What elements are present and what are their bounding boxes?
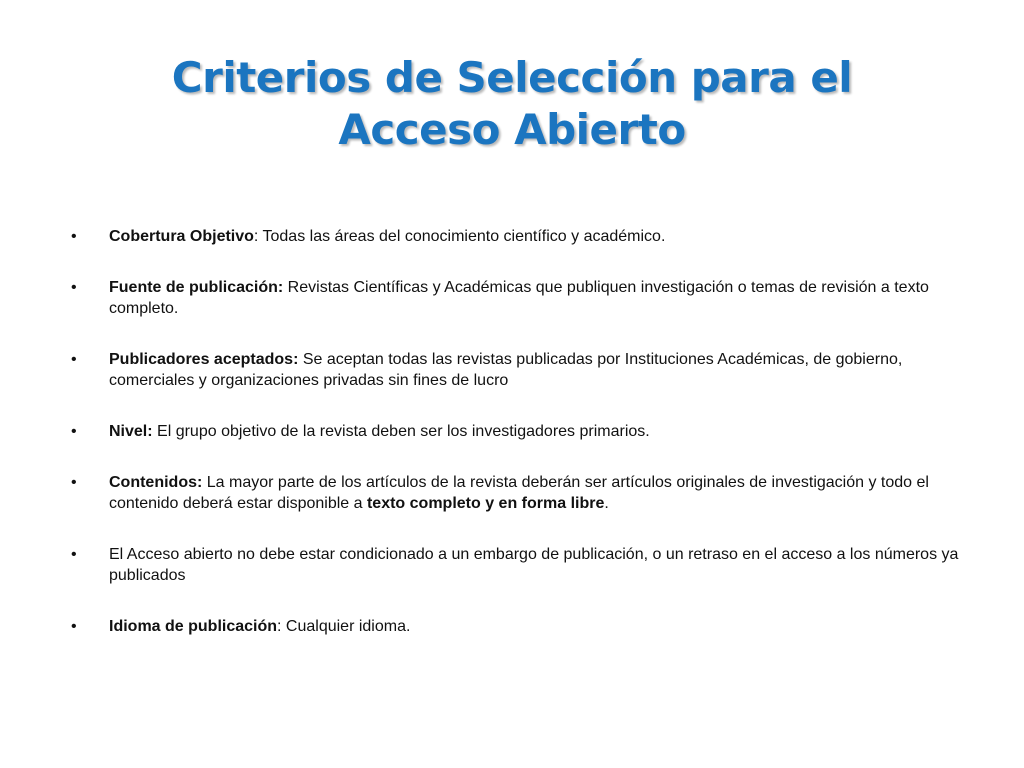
bullet-icon: • (71, 618, 77, 635)
bullet-icon: • (71, 279, 77, 296)
bullet-label: Publicadores aceptados: (109, 351, 299, 368)
bullet-item-fuente (70, 277, 970, 319)
bullet-item-publicadores (70, 349, 970, 391)
bullet-icon: • (71, 546, 77, 563)
bullet-label: Contenidos: (109, 474, 203, 491)
bullet-label: Cobertura Objetivo (109, 228, 254, 245)
bullet-item-acceso (70, 544, 970, 586)
bullet-text: Se aceptan todas las revistas publicadas por Instituciones Académicas, de gobierno, comerciales y organizaciones privadas sin fines de lucro (109, 351, 903, 389)
bullet-icon: • (71, 423, 77, 440)
bullet-item-nivel (70, 421, 970, 442)
bullet-text: Revistas Científicas y Académicas que publiquen investigación o temas de revisión a texto completo. (109, 279, 929, 317)
slide-title (0, 52, 1024, 156)
bullet-tail: . (604, 495, 609, 512)
slide-title-line-2: Acceso Abierto (338, 105, 686, 155)
bullet-text: La mayor parte de los artículos de la revista deberán ser artículos originales de investigación y todo el contenido deberá estar disponible a (109, 474, 929, 512)
bullet-icon: • (71, 228, 77, 245)
bullet-list (70, 226, 970, 667)
bullet-text: : Todas las áreas del conocimiento científico y académico. (253, 228, 666, 245)
slide-title-line-1: Criterios de Selección para el (171, 53, 853, 103)
bullet-icon: • (71, 474, 77, 491)
bullet-label: Nivel: (109, 423, 153, 440)
bullet-item-idioma (70, 616, 970, 637)
bullet-text: El Acceso abierto no debe estar condicionado a un embargo de publicación, o un retraso en el acceso a los números ya publicados (109, 546, 959, 584)
bullet-icon: • (71, 351, 77, 368)
bullet-item-contenidos (70, 472, 970, 514)
bullet-emphasis: texto completo y en forma libre (366, 495, 605, 512)
bullet-text: El grupo objetivo de la revista deben ser los investigadores primarios. (152, 423, 650, 440)
bullet-label: Idioma de publicación (109, 618, 278, 635)
bullet-label: Fuente de publicación: (109, 279, 284, 296)
bullet-item-cobertura (70, 226, 970, 247)
bullet-text: : Cualquier idioma. (277, 618, 411, 635)
